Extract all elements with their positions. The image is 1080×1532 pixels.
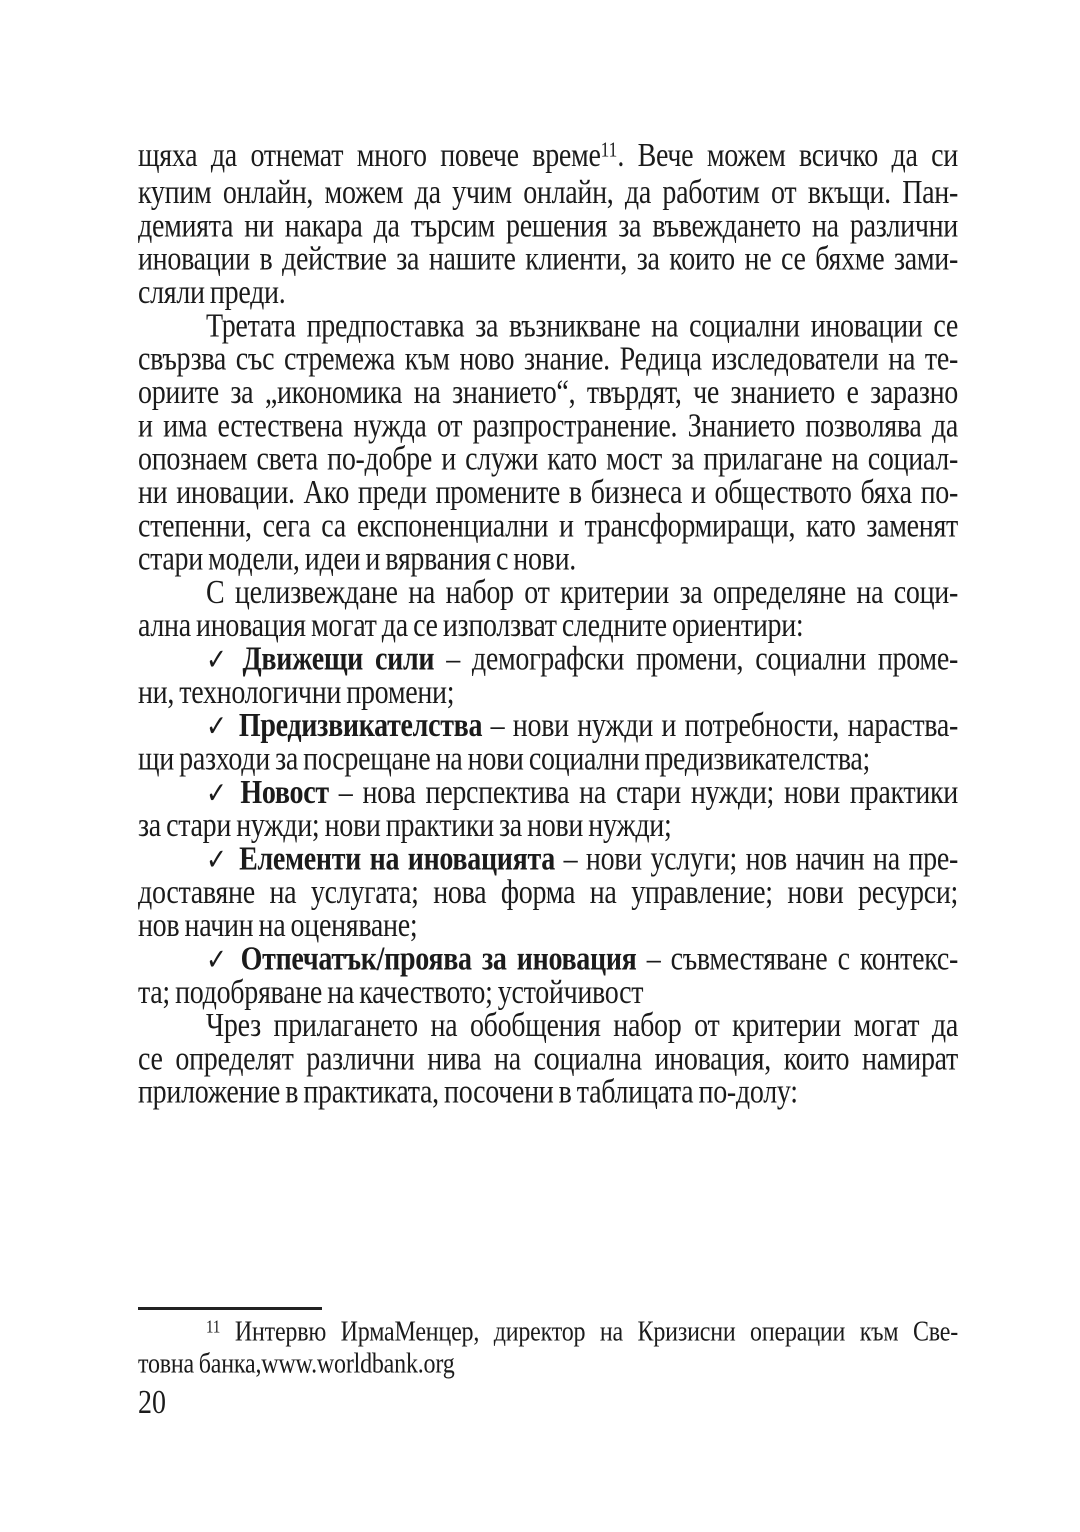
text-line	[138, 137, 958, 177]
bullet-line	[138, 840, 958, 878]
body-text-block	[138, 137, 958, 1112]
footnote-separator-line	[138, 1307, 322, 1310]
line-text: щяха да отнемат много повече време	[138, 137, 601, 175]
bullet-line	[138, 640, 958, 678]
check-icon: ✓	[206, 942, 232, 977]
footnote-line: товна банка,www.worldbank.org	[138, 1348, 455, 1380]
text-line: доставяне на услугата; нова форма на управление; нови ресурси;	[138, 874, 958, 912]
bullet-line	[138, 774, 958, 812]
line-text: – съвместяване с контекс-	[636, 940, 958, 978]
paragraph-first-line: Чрез прилагането на обобщения набор от критерии могат да	[206, 1007, 958, 1045]
paragraph-last-line: ална иновация могат да се използват следните ориентири:	[138, 607, 804, 645]
bullet-line	[138, 707, 958, 745]
bullet-term: Отпечатък/проява за иновация	[240, 940, 637, 978]
line-text: – демографски промени, социални проме-	[434, 640, 958, 678]
paragraph-last-line: щи разходи за посрещане на нови социални предизвикателства;	[138, 740, 871, 778]
line-text: – нови нужди и потребности, нараства-	[482, 707, 958, 745]
check-icon: ✓	[206, 775, 232, 810]
bullet-term: Новост	[240, 774, 329, 812]
line-text: – нови услуги; нов начин на пре-	[554, 840, 958, 878]
text-line: ориите за „икономика на знанието“, твърдят, че знанието е заразно	[138, 374, 958, 412]
paragraph-last-line: нов начин на оценяване;	[138, 907, 418, 945]
footnote-marker: 11	[206, 1318, 221, 1338]
line-text: – нова перспектива на стари нужди; нови практики	[328, 774, 958, 812]
footnote-line	[138, 1318, 958, 1350]
paragraph-last-line: стари модели, идеи и вярвания с нови.	[138, 541, 576, 578]
text-line: свързва със стремежа към ново знание. Редица изследователи на те-	[138, 341, 958, 378]
footnote-reference: 11	[600, 139, 618, 162]
page-number: 20	[138, 1384, 166, 1422]
paragraph-last-line: ни, технологични промени;	[138, 674, 455, 712]
bullet-term: Елементи на иновацията	[239, 840, 555, 878]
text-line: се определят различни нива на социална иновация, които намират	[138, 1040, 958, 1078]
text-line: и има естествена нужда от разпространение. Знанието позволява да	[138, 407, 958, 445]
paragraph-first-line: С целизвеждане на набор от критерии за определяне на соци-	[206, 574, 958, 612]
paragraph-last-line: сляли преди.	[138, 274, 286, 312]
bullet-term: Предизвикателства	[238, 707, 483, 745]
paragraph-last-line: за стари нужди; нови практики за нови нужди;	[138, 807, 672, 845]
text-line: степенни, сега са експоненциални и трансформиращи, като заменят	[138, 507, 958, 545]
paragraph-last-line: та; подобряване на качеството; устойчивост	[138, 974, 644, 1012]
text-line: иновации в действие за нашите клиенти, за които не се бяхме зами-	[138, 241, 958, 279]
text-line: ни иновации. Ако преди промените в бизнеса и обществото бяха по-	[138, 474, 958, 512]
footnote-block	[138, 1318, 958, 1379]
text-line: купим онлайн, можем да учим онлайн, да работим от вкъщи. Пан-	[138, 174, 958, 212]
check-icon: ✓	[206, 708, 230, 744]
check-icon: ✓	[206, 842, 231, 877]
line-text: . Вече можем всичко да си	[617, 137, 958, 175]
text-line: демията ни накара да търсим решения за въвеждането на различни	[138, 207, 958, 245]
text-line: опознаем света по-добре и служи като мост за прилагане на социал-	[138, 441, 958, 478]
bullet-line	[138, 940, 958, 978]
bullet-term: Движещи сили	[242, 640, 435, 678]
footnote-text: Интервю ИрмаМенцер, директор на Кризисни операции към Све-	[220, 1316, 958, 1348]
check-icon: ✓	[206, 642, 234, 677]
paragraph-first-line: Третата предпоставка за възникване на социални иновации се	[206, 307, 958, 345]
paragraph-last-line: приложение в практиката, посочени в таблицата по-долу:	[138, 1074, 798, 1112]
